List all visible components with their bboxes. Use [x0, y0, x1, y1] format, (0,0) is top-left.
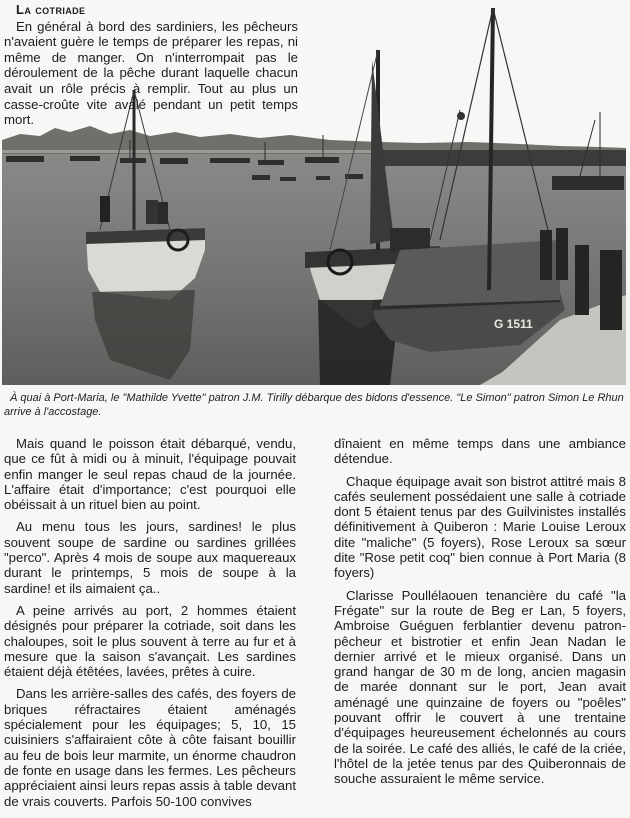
article-intro — [4, 2, 298, 128]
paragraph: dînaient en même temps dans une ambiance détendue. — [334, 436, 626, 467]
paragraph: A peine arrivés au port, 2 hommes étaient désignés pour préparer la cotriade, soit dans les chaloupes, soit le plus souvent à terre au fur et à mesure que la saison s'avançait. Les sardines étaient déjà étêtées, lavées, prêtes à cuire. — [4, 602, 296, 680]
paragraph: Clarisse Poullélaouen tenancière du café "la Frégate" sur la route de Beg er Lan, 5 foyers, Ambroise Guéguen ferblantier devenu patron-pêcheur et bistrotier et enfin Jean Nadan le dernier arrivé et le mieux organisé. Dans un grand hangar de 30 m de long, ancien magasin de marée donnant sur le port, Jean avait aménagé une quinzaine de foyers ou "poêles" pouvant offrir le couvert à une trentaine d'équipages heureusement échelonnés au cours de la soirée. Le café des alliés, le café de la criée, l'hôtel de la jetée tenus par des Quiberonnais de souche assuraient le même service. — [334, 587, 626, 787]
paragraph: Dans les arrière-salles des cafés, des foyers de briques réfractaires étaient aménagés spécialement pour les équipages; 5, 10, 15 cuisiniers s'affairaient côte à côte faisant bouillir au feu de bois leur marmite, un énorme chaudron de fonte en usage dans les fermes. Les pêcheurs appréciaient ainsi leurs repas assis à table devant de vrais couverts. Parfois 50-100 convives — [4, 686, 296, 809]
left-column — [4, 436, 296, 816]
paragraph: Mais quand le poisson était débarqué, vendu, que ce fût à midi ou à minuit, l'équipage pouvait enfin manger le seul repas chaud de la journée. L'affaire était d'importance; c'est pourquoi elle obéissait à un rituel bien au point. — [4, 436, 296, 513]
intro-paragraph: En général à bord des sardiniers, les pêcheurs n'avaient guère le temps de préparer les repas, ni même de manger. On n'interrompait pas le déroulement de la pêche durant laquelle chacun avait un rôle précis à remplir. Tout au plus un casse-croûte vite avalé pendant un petit temps mort. — [4, 18, 298, 128]
right-column — [334, 436, 626, 794]
paragraph: Au menu tous les jours, sardines! le plus souvent soupe de sardine ou sardines grillées "perco". Après 4 mois de soupe aux maquereaux durant le printemps, 5 mois de soupe à la sardine! et ils aimaient ça.. — [4, 519, 296, 596]
jetty-wall — [380, 150, 626, 166]
far-shore-town — [2, 126, 626, 154]
photo-caption: À quai à Port-Maria, le "Mathilde Yvette" patron J.M. Tirilly débarque des bidons d'essence. "Le Simon" patron Simon Le Rhun arrive à l'accostage. — [4, 392, 624, 418]
paragraph: Chaque équipage avait son bistrot attitré mais 8 cafés seulement possédaient une salle à cotriade dont 5 étaient tenus par des Guilvinistes installés définitivement à Quiberon : Marie Louise Leroux dite "maliche" (5 foyers), Rose Leroux sa sœur dite "Rose petit coq" bien connue à Port Maria (8 foyers) — [334, 473, 626, 581]
section-title: La cotriade — [16, 2, 86, 17]
hull-marking: G 1511 — [494, 317, 533, 331]
